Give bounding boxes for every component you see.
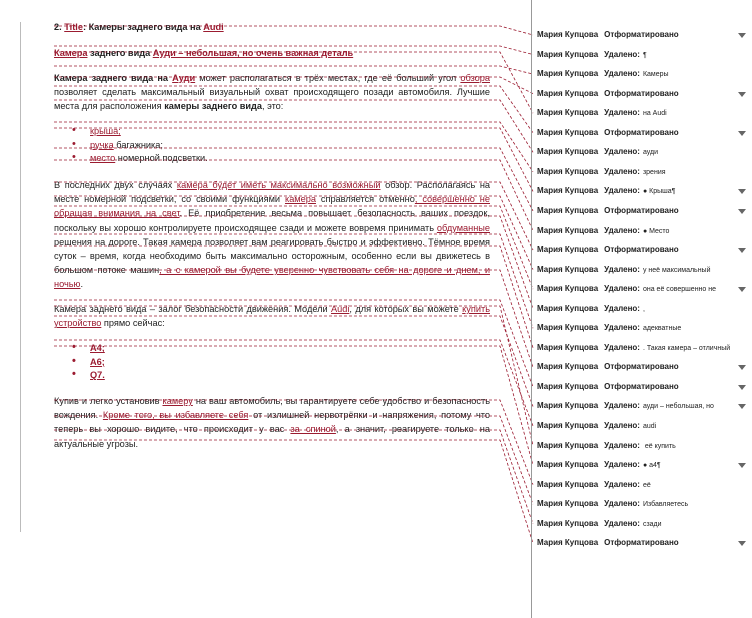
balloon-text: , xyxy=(642,305,645,313)
balloon-author: Мария Купцова xyxy=(537,127,599,137)
expand-arrow-icon[interactable] xyxy=(738,287,746,292)
revision-balloon[interactable] xyxy=(537,164,752,180)
para3-c: купить устройство xyxy=(54,304,490,329)
balloon-action: Удалено: xyxy=(604,264,640,274)
revision-balloon[interactable] xyxy=(537,66,752,82)
markup-balloon-pane[interactable] xyxy=(533,0,752,618)
balloon-author: Мария Купцова xyxy=(537,323,599,333)
para2-i: решения на дороге. Такая камера позволяет вам реагировать быстро и эффективно. Тёмное время суток – время, когда необходимо быть максимально осторожным, особенно если вы движетесь в большом потоке машин xyxy=(54,236,490,276)
heading-title-label: Title xyxy=(64,22,83,32)
balloon-action: Удалено: xyxy=(604,323,640,333)
para2-h: обдуманные xyxy=(436,222,490,233)
para1-text-f: , это: xyxy=(261,101,284,112)
balloon-text: её xyxy=(642,481,651,489)
revision-balloon[interactable] xyxy=(537,496,752,512)
balloon-author: Мария Купцова xyxy=(537,518,599,528)
list-item xyxy=(72,151,508,165)
mount-locations-list xyxy=(54,124,508,165)
balloon-author: Мария Купцова xyxy=(537,88,599,98)
revision-balloon[interactable] xyxy=(537,340,752,356)
balloon-action: Удалено: xyxy=(604,342,640,352)
balloon-action: Отформатировано xyxy=(604,381,679,391)
revision-balloon[interactable] xyxy=(537,47,752,63)
balloon-text: ● a4¶ xyxy=(642,462,661,470)
revision-balloon[interactable] xyxy=(537,262,752,278)
balloon-text: сзади xyxy=(642,520,662,528)
para2-c: обзор. Располагаясь на месте номерной подсветки, со своими функциями xyxy=(54,180,491,205)
balloon-author: Мария Купцова xyxy=(537,30,599,39)
balloon-author: Мария Купцова xyxy=(537,421,599,430)
para2-g: . Её приобретение весьма повышает безопасность ваших поездок, поскольку вы хорошо контролируете происходящее сзади и можете вовремя принимать xyxy=(54,208,490,233)
balloon-action: Отформатировано xyxy=(604,127,679,137)
list-item xyxy=(72,368,508,382)
balloon-action: Удалено: xyxy=(604,303,640,313)
list-item xyxy=(72,341,508,355)
para1-text-c: обзора xyxy=(460,73,490,83)
balloon-action: Отформатировано xyxy=(604,538,679,548)
balloon-action: Отформатировано xyxy=(604,362,679,372)
balloon-action: Удалено: xyxy=(604,440,640,450)
balloon-text: ● Место xyxy=(642,227,670,235)
balloon-author: Мария Купцова xyxy=(537,342,599,352)
change-bar xyxy=(20,22,21,532)
para4-c: на ваш автомобиль, вы гарантируете себе удобство и безопасность вождения. xyxy=(54,396,490,421)
revision-balloon[interactable] xyxy=(537,398,752,414)
list1-item-2-rest: номерной подсветки. xyxy=(115,153,208,163)
balloon-author: Мария Купцова xyxy=(537,166,599,176)
para3-b: , для которых вы можете xyxy=(349,304,463,314)
balloon-author: Мария Купцова xyxy=(537,440,599,450)
list-item xyxy=(72,138,508,152)
markup-pane-divider xyxy=(531,0,532,618)
revision-balloon[interactable] xyxy=(537,242,752,258)
balloon-author: Мария Купцова xyxy=(537,499,599,509)
para2-e: справляется отменно xyxy=(315,194,415,205)
balloon-text: ауди xyxy=(642,149,659,157)
balloon-author: Мария Купцова xyxy=(537,381,599,391)
revision-balloon[interactable] xyxy=(537,516,752,532)
para2-a: В последних двух случаях xyxy=(54,180,177,190)
balloon-author: Мария Купцова xyxy=(537,264,599,274)
para2-d: камера xyxy=(284,194,316,205)
balloon-text: audi xyxy=(642,423,657,430)
balloon-action: Удалено: xyxy=(604,225,640,235)
expand-arrow-icon[interactable] xyxy=(738,385,746,390)
balloon-text: . Такая камера – отличный xyxy=(642,344,731,352)
balloon-text: адекватные xyxy=(642,325,682,333)
balloon-author: Мария Купцова xyxy=(537,303,599,313)
balloon-author: Мария Купцова xyxy=(537,538,599,548)
balloon-author: Мария Купцова xyxy=(537,205,599,215)
para4-d: Кроме того, вы избавляете себя xyxy=(102,410,249,421)
balloon-text: она её совершенно не xyxy=(642,286,717,294)
revision-balloon[interactable] xyxy=(537,301,752,317)
balloon-action: Удалено: xyxy=(604,460,640,470)
list1-item-2-ins: место xyxy=(90,153,116,163)
balloon-text: на Audi xyxy=(642,110,667,118)
balloon-text: её купить xyxy=(642,442,676,450)
para4-e: от излишней нервотрёпки и напряжения, потому что теперь вы хорошо видите, что происходит у вас xyxy=(54,410,491,435)
expand-arrow-icon[interactable] xyxy=(738,248,746,253)
para4-b: камеру xyxy=(162,396,193,406)
revision-balloon[interactable] xyxy=(537,438,752,454)
list2-item-0: A4; xyxy=(90,343,105,353)
list1-item-1-ins: ручка xyxy=(90,139,114,150)
expand-arrow-icon[interactable] xyxy=(738,189,746,194)
list1-item-1-rest: багажника; xyxy=(113,139,163,150)
revision-balloon[interactable] xyxy=(537,203,752,219)
para4-f: за спиной xyxy=(290,424,336,435)
balloon-action: Удалено: xyxy=(604,284,640,294)
list-item xyxy=(72,355,508,369)
revision-balloon[interactable] xyxy=(537,223,752,239)
balloon-text: Избавляетесь xyxy=(642,501,689,509)
subtitle-part-1: Камера xyxy=(54,48,88,58)
revision-balloon[interactable] xyxy=(537,281,752,297)
models-list xyxy=(54,341,508,382)
para1-text-e: камеры заднего вида xyxy=(164,101,262,112)
expand-arrow-icon[interactable] xyxy=(738,463,746,468)
revision-connector xyxy=(54,440,533,543)
balloon-action: Отформатировано xyxy=(604,88,679,98)
revision-balloon[interactable] xyxy=(537,183,752,199)
balloon-action: Отформатировано xyxy=(604,245,679,255)
expand-arrow-icon[interactable] xyxy=(738,365,746,370)
list-item xyxy=(72,124,508,138)
subtitle-line xyxy=(54,46,490,60)
paragraph-2 xyxy=(54,178,490,292)
balloon-action: Удалено: xyxy=(604,69,640,79)
paragraph-1 xyxy=(54,71,490,114)
para3-a: Камера заднего вида – залог безопасности движения. Модели xyxy=(54,304,332,314)
revision-balloon[interactable] xyxy=(537,359,752,375)
expand-arrow-icon[interactable] xyxy=(738,33,746,38)
balloon-action: Удалено: xyxy=(604,49,640,59)
balloon-action: Удалено: xyxy=(604,421,640,430)
balloon-author: Мария Купцова xyxy=(537,479,599,489)
revision-balloon[interactable] xyxy=(537,144,752,160)
balloon-author: Мария Купцова xyxy=(537,186,599,196)
balloon-action: Удалено: xyxy=(604,518,640,528)
expand-arrow-icon[interactable] xyxy=(738,541,746,546)
para1-text-b: может располагаться в трёх местах, где её больший угол xyxy=(195,73,461,83)
balloon-text: Камеры xyxy=(642,71,669,79)
heading-brand: Audi xyxy=(203,22,224,32)
balloon-action: Удалено: xyxy=(604,108,640,118)
balloon-author: Мария Купцова xyxy=(537,245,599,255)
subtitle-part-3: Ауди – небольшая, но очень важная деталь xyxy=(152,48,354,58)
balloon-action: Удалено: xyxy=(604,186,640,196)
expand-arrow-icon[interactable] xyxy=(738,404,746,409)
balloon-action: Удалено: xyxy=(604,401,640,411)
subtitle-part-2: заднего вида xyxy=(87,48,153,58)
balloon-action: Удалено: xyxy=(604,147,640,157)
balloon-text: у неё максимальный xyxy=(642,266,711,274)
heading-title-rest: : Камеры заднего вида на xyxy=(82,22,204,32)
revision-balloon[interactable] xyxy=(537,105,752,121)
revision-balloon[interactable] xyxy=(537,320,752,336)
balloon-author: Мария Купцова xyxy=(537,108,599,118)
balloon-action: Удалено: xyxy=(604,166,640,176)
revision-balloon[interactable] xyxy=(537,86,752,102)
balloon-author: Мария Купцова xyxy=(537,69,599,79)
revision-balloon[interactable] xyxy=(537,457,752,473)
expand-arrow-icon[interactable] xyxy=(738,92,746,97)
expand-arrow-icon[interactable] xyxy=(738,209,746,214)
revision-balloon[interactable] xyxy=(537,379,752,395)
balloon-text: ● Крыша¶ xyxy=(642,188,676,196)
balloon-action: Удалено: xyxy=(604,499,640,509)
para2-f: , совершенно не обращая внимания на свет xyxy=(54,194,490,219)
heading-prefix: 2. xyxy=(54,22,65,32)
balloon-author: Мария Купцова xyxy=(537,49,599,59)
balloon-text: зрения xyxy=(642,168,666,176)
list1-item-0-ins: крыша; xyxy=(90,126,121,136)
para1-text-d: позволяет сделать максимальный визуальный охват происходящего позади автомобиля. Лучшие места для расположения xyxy=(54,87,490,112)
para2-b: камера будет иметь максимально возможный xyxy=(176,180,381,190)
revision-balloon[interactable] xyxy=(537,535,752,551)
balloon-author: Мария Купцова xyxy=(537,401,599,411)
balloon-text: ауди – небольшая, но xyxy=(642,403,714,411)
revision-balloon[interactable] xyxy=(537,418,752,434)
balloon-text: ¶ xyxy=(642,51,647,59)
balloon-author: Мария Купцова xyxy=(537,460,599,470)
revision-balloon[interactable] xyxy=(537,27,752,43)
para2-k: . xyxy=(80,279,84,290)
paragraph-3 xyxy=(54,302,490,330)
expand-arrow-icon[interactable] xyxy=(738,131,746,136)
balloon-author: Мария Купцова xyxy=(537,362,599,372)
heading-line xyxy=(54,20,490,34)
revision-balloon[interactable] xyxy=(537,125,752,141)
balloon-action: Удалено: xyxy=(604,479,640,489)
list2-item-1: A6; xyxy=(90,356,105,367)
balloon-author: Мария Купцова xyxy=(537,225,599,235)
para3-brand: Audi xyxy=(331,304,350,314)
para1-brand: Ауди xyxy=(172,73,196,83)
para2-j: , а с камерой вы будете уверенно чувствовать себя на дороге и днем, и ночью xyxy=(54,265,490,290)
list2-item-2: Q7. xyxy=(90,370,105,380)
para3-d: прямо сейчас: xyxy=(101,318,165,329)
revision-balloon[interactable] xyxy=(537,477,752,493)
balloon-author: Мария Купцова xyxy=(537,284,599,294)
paragraph-4 xyxy=(54,394,490,451)
para4-a: Купив и легко установив xyxy=(54,396,163,406)
para4-g: , а значит, реагируете только на актуальные угрозы. xyxy=(54,424,490,449)
balloon-author: Мария Купцова xyxy=(537,147,599,157)
balloon-action: Отформатировано xyxy=(604,30,679,39)
para1-text-a: Камера заднего вида на xyxy=(54,73,173,83)
balloon-action: Отформатировано xyxy=(604,205,679,215)
